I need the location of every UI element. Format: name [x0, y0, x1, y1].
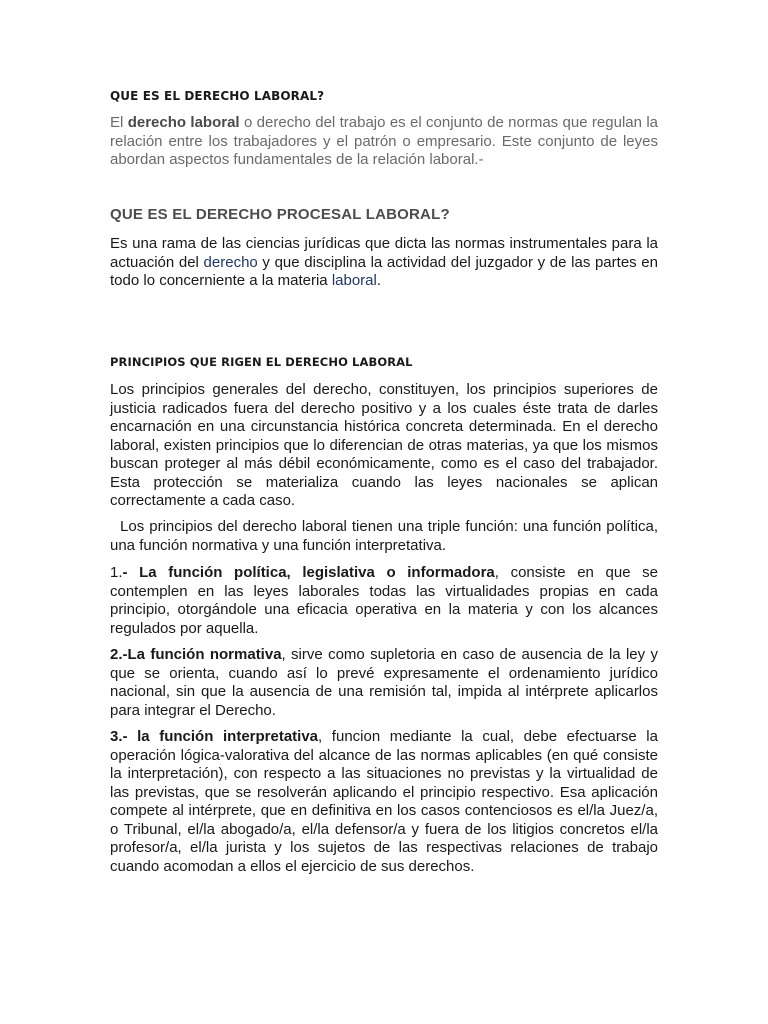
text-fragment: Es una rama de las ciencias jurídicas que dicta las normas instrumentales para la actuación del	[110, 235, 658, 271]
paragraph-derecho-procesal-laboral	[110, 235, 658, 291]
list-item-funcion-politica	[110, 564, 658, 638]
paragraph-principios-generales: Los principios generales del derecho, constituyen, los principios superiores de justicia radicados fuera del derecho positivo y a los cuales éste trata de darles encarnación en una circunstancia histórica concreta determinada. En el derecho laboral, existen principios que lo diferencian de otras materias, ya que los mismos buscan proteger al más débil económicamente, como es el caso del trabajador. Esta protección se materializa cuando las leyes nacionales se aplican correctamente a cada caso.	[110, 381, 658, 509]
item-title: 2.-La función normativa	[110, 646, 282, 663]
text-fragment: o derecho del trabajo es el conjunto de normas que regulan la relación entre los trabajadores y el patrón o empresario. Este conjunto de leyes abordan aspectos fundamentales de la relación laboral.-	[110, 114, 658, 168]
item-number: 1.	[110, 564, 123, 581]
text-fragment: El	[110, 114, 128, 131]
list-item-funcion-normativa	[110, 646, 658, 720]
paragraph-derecho-laboral	[110, 114, 658, 170]
heading-derecho-laboral: QUE ES EL DERECHO LABORAL?	[110, 89, 325, 103]
item-text: , consiste en que se contemplen en las leyes laborales todas las virtualidades propias en cada principio, otorgándole una eficacia operativa en la materia y con los alcances regulados por aquella.	[110, 564, 659, 637]
link-derecho[interactable]: derecho	[203, 253, 258, 271]
text-fragment: .	[376, 272, 382, 289]
item-text: , sirve como supletoria en caso de ausencia de la ley y que se orienta, cuando así lo prevé expresamente el ordenamiento jurídico nacional, sin que la ausencia de una remisión tal, impida al intérprete aplicarlos para integrar el Derecho.	[110, 646, 658, 719]
heading-principios: PRINCIPIOS QUE RIGEN EL DERECHO LABORAL	[110, 355, 413, 369]
heading-derecho-procesal-laboral: QUE ES EL DERECHO PROCESAL LABORAL?	[110, 206, 450, 223]
bold-term-derecho-laboral: derecho laboral	[127, 114, 240, 131]
item-title: 3.- la función interpretativa	[110, 728, 319, 745]
item-title: - La función política, legislativa o informadora	[122, 564, 495, 581]
text-fragment: y que disciplina la actividad del juzgador y de las partes en todo lo concerniente a la materia	[110, 253, 658, 289]
link-laboral[interactable]: laboral	[331, 272, 377, 289]
list-item-funcion-interpretativa	[110, 728, 658, 876]
item-text: , funcion mediante la cual, debe efectuarse la operación lógica-valorativa del alcance de las normas aplicables (en qué consiste la interpretación), con respecto a las situaciones no previstas y la virtualidad de las previstas, que se resolverán aplicando el principio respectivo. Esa aplicación compete al intérprete, que en definitiva en los casos contenciosos es el/la Juez/a, o Tribunal, el/la abogado/a, el/la defensor/a y fuera de los litigios concretos el/la profesor/a, el/la jurista y los sujetos de las respectivas relaciones de trabajo cuando acomodan a ellos el ejercicio de sus derechos.	[110, 728, 658, 875]
paragraph-triple-funcion: Los principios del derecho laboral tienen una triple función: una función política, una función normativa y una función interpretativa.	[110, 518, 663, 554]
